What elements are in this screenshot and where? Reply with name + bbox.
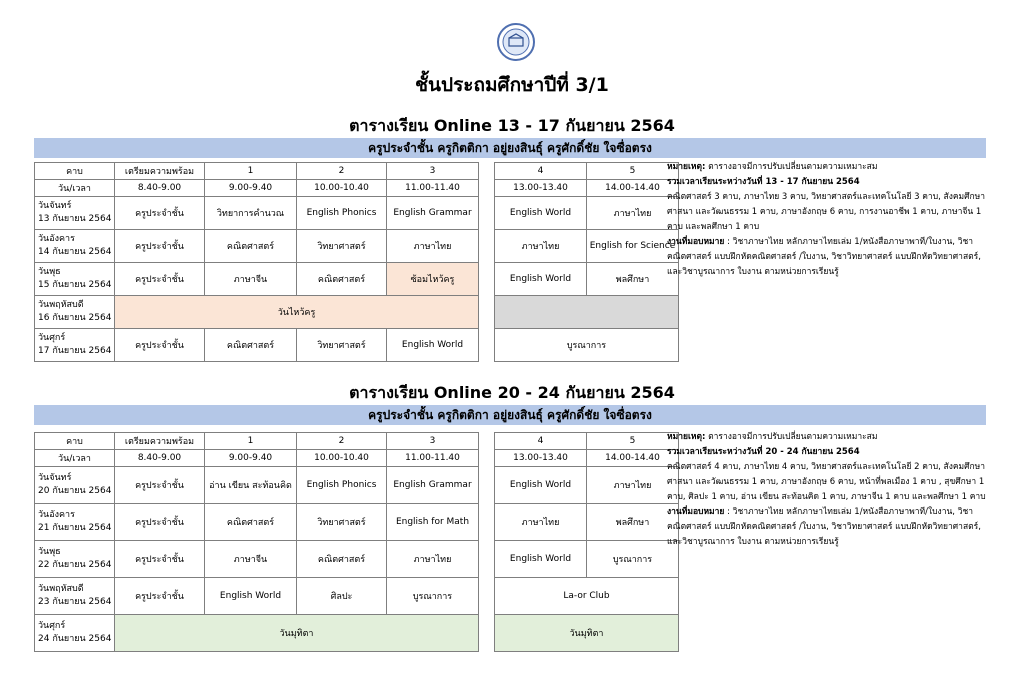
period-cell: ภาษาไทย [387, 541, 479, 578]
period-cell: คณิตศาสตร์ [205, 230, 297, 263]
table-row [35, 615, 679, 652]
total-detail: คณิตศาสตร์ 3 คาบ, ภาษาไทย 3 คาบ, วิทยาศาสตร์และเทคโนโลยี 3 คาบ, สังคมศึกษา ศาสนา และวัฒนธรรม 1 คาบ, ภาษาอังกฤษ 6 คาบ, การงานอาชีพ 1 คาบ, ภาษาจีน 1 คาบ และพลศึกษา 1 คาบ [667, 192, 986, 232]
assign-label: งานที่มอบหมาย [667, 237, 725, 247]
lunch-gap [479, 467, 495, 504]
period-cell: ครูประจำชั้น [115, 197, 205, 230]
period-cell: ภาษาจีน [205, 541, 297, 578]
time-cell: 8.40-9.00 [115, 180, 205, 197]
period-cell: ครูประจำชั้น [115, 541, 205, 578]
table-row [35, 263, 679, 296]
header-cell: 1 [205, 163, 297, 180]
lunch-gap [479, 329, 495, 362]
time-cell: 13.00-13.40 [495, 180, 587, 197]
period-cell: English Phonics [297, 467, 387, 504]
time-cell: 11.00-11.40 [387, 450, 479, 467]
lunch-gap [479, 180, 495, 197]
period-cell: คณิตศาสตร์ [297, 541, 387, 578]
day-label: วันพฤหัสบดี 16 กันยายน 2564 [35, 296, 115, 329]
week1-teacher-bar: ครูประจำชั้น ครูกิตติกา อยู่ยงสินธุ์ ครูศักดิ์ชัย ใจซื่อตรง [34, 138, 986, 158]
week1-notes [667, 160, 997, 280]
period-cell: English World [495, 541, 587, 578]
day-label: วันจันทร์ 13 กันยายน 2564 [35, 197, 115, 230]
time-cell: 14.00-14.40 [587, 450, 679, 467]
table-row [35, 329, 679, 362]
time-cell: 9.00-9.40 [205, 180, 297, 197]
header-cell: คาบ [35, 163, 115, 180]
week2-schedule-table [34, 432, 679, 652]
period-cell: ภาษาไทย [587, 467, 679, 504]
holiday-cell: วันมุทิตา [115, 615, 479, 652]
remark-label: หมายเหตุ: [667, 162, 706, 172]
lunch-gap [479, 433, 495, 450]
table-row [35, 504, 679, 541]
period-cell: English Grammar [387, 197, 479, 230]
table-row [35, 296, 679, 329]
period-cell: ครูประจำชั้น [115, 504, 205, 541]
week2-notes [667, 430, 997, 550]
week1-schedule-table [34, 162, 679, 362]
header-cell: 4 [495, 163, 587, 180]
period-cell: คณิตศาสตร์ [297, 263, 387, 296]
header-cell: 3 [387, 433, 479, 450]
day-label: วันอังคาร 14 กันยายน 2564 [35, 230, 115, 263]
holiday-cell: วันไหว้ครู [115, 296, 479, 329]
period-cell: วิทยาศาสตร์ [297, 504, 387, 541]
period-cell: ครูประจำชั้น [115, 329, 205, 362]
period-cell: English World [387, 329, 479, 362]
blank-afternoon-cell [495, 296, 679, 329]
assign-detail: : วิชาภาษาไทย หลักภาษาไทยเล่ม 1/หนังสือภาษาพาที/ใบงาน, วิชาคณิตศาสตร์ แบบฝึกหัดคณิตศาสตร์ /ใบงาน, วิชาวิทยาศาสตร์ แบบฝึกหัดวิทยาศาสตร์, และวิชาบูรณาการ ใบงาน ตามหน่วยการเรียนรู้ [667, 507, 981, 547]
lunch-gap [479, 615, 495, 652]
period-cell: คณิตศาสตร์ [205, 329, 297, 362]
time-cell: 14.00-14.40 [587, 180, 679, 197]
day-label: วันพุธ 15 กันยายน 2564 [35, 263, 115, 296]
time-row [35, 180, 679, 197]
period-cell: English World [495, 263, 587, 296]
afternoon-merged-cell: บูรณาการ [495, 329, 679, 362]
day-label: วันพฤหัสบดี 23 กันยายน 2564 [35, 578, 115, 615]
period-cell: บูรณาการ [387, 578, 479, 615]
period-cell: อ่าน เขียน สะท้อนคิด [205, 467, 297, 504]
header-cell: 2 [297, 433, 387, 450]
period-cell: ครูประจำชั้น [115, 263, 205, 296]
time-cell: 10.00-10.40 [297, 180, 387, 197]
week2-heading: ตารางเรียน Online 20 - 24 กันยายน 2564 [349, 383, 675, 402]
remark-label: หมายเหตุ: [667, 432, 706, 442]
lunch-gap [479, 541, 495, 578]
period-cell: English World [205, 578, 297, 615]
day-label: วันจันทร์ 20 กันยายน 2564 [35, 467, 115, 504]
school-logo [496, 22, 536, 62]
header-cell: 4 [495, 433, 587, 450]
period-cell: English for Science [587, 230, 679, 263]
period-cell: ภาษาไทย [387, 230, 479, 263]
period-cell: พลศึกษา [587, 504, 679, 541]
table-row [35, 197, 679, 230]
period-cell: English World [495, 467, 587, 504]
period-cell: English Phonics [297, 197, 387, 230]
week2-teacher-bar: ครูประจำชั้น ครูกิตติกา อยู่ยงสินธุ์ ครูศักดิ์ชัย ใจซื่อตรง [34, 405, 986, 425]
lunch-gap [479, 578, 495, 615]
period-cell: พลศึกษา [587, 263, 679, 296]
period-cell: English Grammar [387, 467, 479, 504]
assign-label: งานที่มอบหมาย [667, 507, 725, 517]
header-cell: 1 [205, 433, 297, 450]
period-cell: วิทยาการคำนวณ [205, 197, 297, 230]
time-cell: 13.00-13.40 [495, 450, 587, 467]
time-cell: 10.00-10.40 [297, 450, 387, 467]
period-cell: ศิลปะ [297, 578, 387, 615]
time-row [35, 450, 679, 467]
page-title: ชั้นประถมศึกษาปีที่ 3/1 [415, 74, 609, 96]
time-cell: วัน/เวลา [35, 450, 115, 467]
remark-text: ตารางอาจมีการปรับเปลี่ยนตามความเหมาะสม [705, 162, 878, 172]
lunch-gap [479, 504, 495, 541]
header-cell: 5 [587, 163, 679, 180]
total-label: รวมเวลาเรียนระหว่างวันที่ 13 - 17 กันยายน 2564 [667, 177, 860, 187]
period-cell: ภาษาไทย [495, 230, 587, 263]
table-header-row [35, 163, 679, 180]
day-label: วันพุธ 22 กันยายน 2564 [35, 541, 115, 578]
header-cell: 2 [297, 163, 387, 180]
total-detail: คณิตศาสตร์ 4 คาบ, ภาษาไทย 4 คาบ, วิทยาศาสตร์และเทคโนโลยี 2 คาบ, สังคมศึกษา ศาสนา และวัฒนธรรม 1 คาบ, ภาษาอังกฤษ 6 คาบ, หน้าที่พลเมือง 1 คาบ , สุขศึกษา 1 คาบ, ศิลปะ 1 คาบ, อ่าน เขียน สะท้อนคิด 1 คาบ, ภาษาจีน 1 คาบ และพลศึกษา 1 คาบ [667, 462, 986, 502]
remark-text: ตารางอาจมีการปรับเปลี่ยนตามความเหมาะสม [705, 432, 878, 442]
period-cell: ครูประจำชั้น [115, 230, 205, 263]
lunch-gap [479, 230, 495, 263]
day-label: วันศุกร์ 24 กันยายน 2564 [35, 615, 115, 652]
time-cell: วัน/เวลา [35, 180, 115, 197]
time-cell: 8.40-9.00 [115, 450, 205, 467]
header-cell: 3 [387, 163, 479, 180]
table-row [35, 541, 679, 578]
total-label: รวมเวลาเรียนระหว่างวันที่ 20 - 24 กันยายน 2564 [667, 447, 860, 457]
header-cell: เตรียมความพร้อม [115, 163, 205, 180]
table-row [35, 467, 679, 504]
time-cell: 11.00-11.40 [387, 180, 479, 197]
header-cell: เตรียมความพร้อม [115, 433, 205, 450]
table-row [35, 230, 679, 263]
period-cell: ภาษาไทย [495, 504, 587, 541]
period-cell: วิทยาศาสตร์ [297, 329, 387, 362]
period-cell: ครูประจำชั้น [115, 578, 205, 615]
header-cell: คาบ [35, 433, 115, 450]
lunch-gap [479, 163, 495, 180]
afternoon-merged-cell: La-or Club [495, 578, 679, 615]
time-cell: 9.00-9.40 [205, 450, 297, 467]
period-cell-highlight: ซ้อมไหว้ครู [387, 263, 479, 296]
period-cell: English for Math [387, 504, 479, 541]
day-label: วันศุกร์ 17 กันยายน 2564 [35, 329, 115, 362]
period-cell: English World [495, 197, 587, 230]
lunch-gap [479, 197, 495, 230]
period-cell: ภาษาไทย [587, 197, 679, 230]
period-cell: ครูประจำชั้น [115, 467, 205, 504]
header-cell: 5 [587, 433, 679, 450]
lunch-gap [479, 296, 495, 329]
holiday-cell: วันมุทิตา [495, 615, 679, 652]
week1-heading: ตารางเรียน Online 13 - 17 กันยายน 2564 [349, 116, 675, 135]
period-cell: บูรณาการ [587, 541, 679, 578]
lunch-gap [479, 263, 495, 296]
lunch-gap [479, 450, 495, 467]
period-cell: วิทยาศาสตร์ [297, 230, 387, 263]
day-label: วันอังคาร 21 กันยายน 2564 [35, 504, 115, 541]
period-cell: คณิตศาสตร์ [205, 504, 297, 541]
period-cell: ภาษาจีน [205, 263, 297, 296]
assign-detail: : วิชาภาษาไทย หลักภาษาไทยเล่ม 1/หนังสือภาษาพาที/ใบงาน, วิชาคณิตศาสตร์ แบบฝึกหัดคณิตศาสตร์ /ใบงาน, วิชาวิทยาศาสตร์ แบบฝึกหัดวิทยาศาสตร์, และวิชาบูรณาการ ใบงาน ตามหน่วยการเรียนรู้ [667, 237, 981, 277]
table-header-row [35, 433, 679, 450]
table-row [35, 578, 679, 615]
